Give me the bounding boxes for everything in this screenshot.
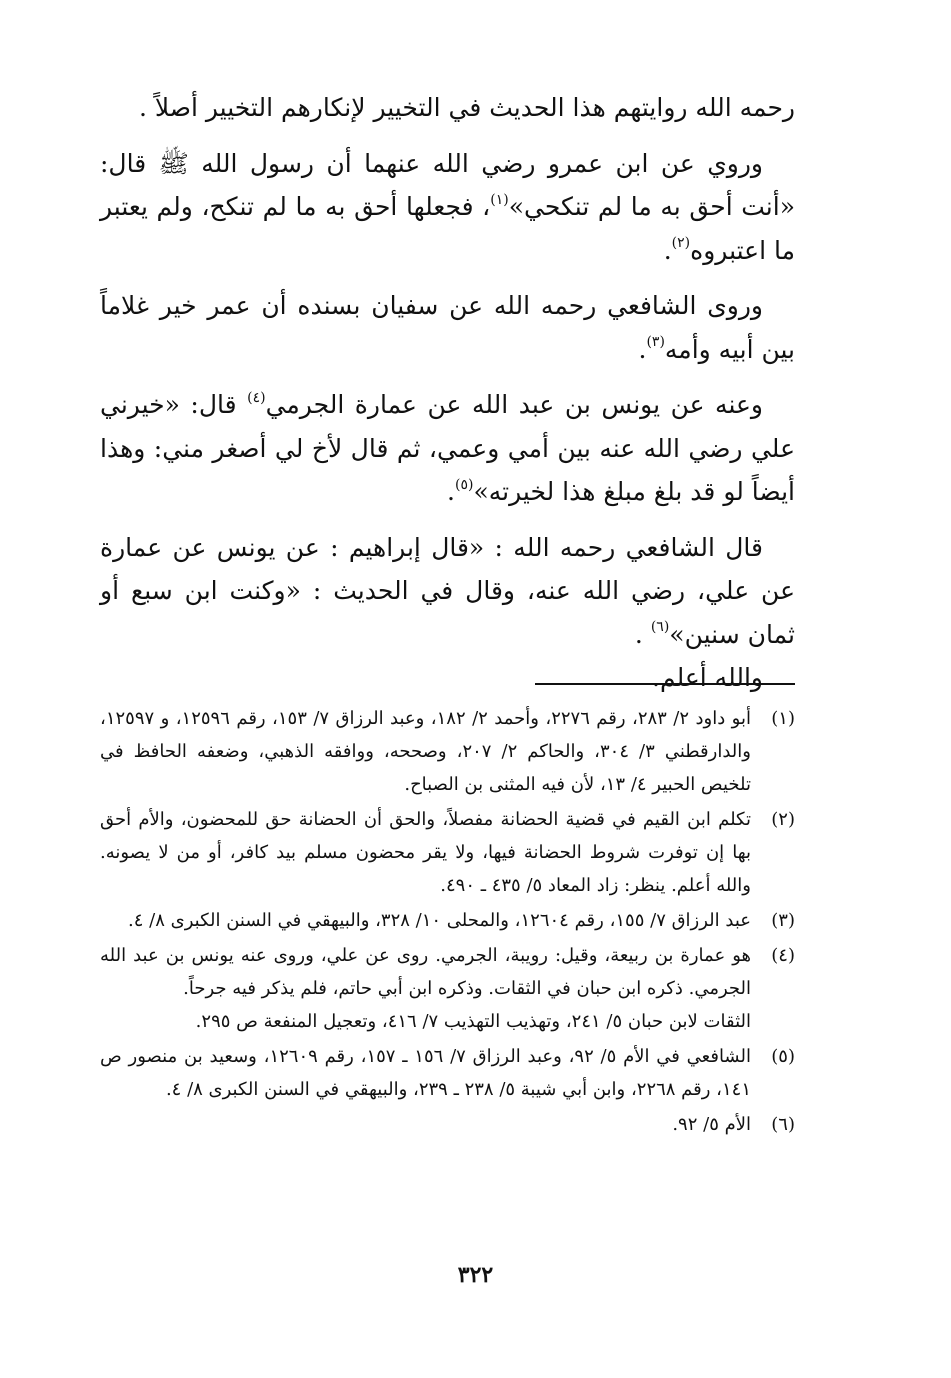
paragraph-3 — [100, 284, 795, 371]
paragraph-2 — [100, 142, 795, 273]
footnote-text — [100, 702, 751, 801]
footnote-1 — [100, 702, 795, 801]
footnote-ref-4: (٤) — [247, 389, 266, 406]
footnote-line: أبو داود ٢/ ٢٨٣، رقم ٢٢٧٦، وأحمد ٢/ ١٨٢، وعبد الرزاق ٧/ ١٥٣، رقم ١٢٥٩٦، و ١٢٥٩٧، والدارقطني ٣/ ٣٠٤، والحاكم ٢/ ٢٠٧، وصححه، ووافقه الذهبي، وضعفه الحافظ في تلخيص الحبير ٤/ ١٣، لأن فيه المثنى بن الصباح. — [100, 708, 751, 795]
footnote-6 — [100, 1108, 795, 1141]
footnote-line: عبد الرزاق ٧/ ١٥٥، رقم ١٢٦٠٤، والمحلى ١٠/ ٣٢٨، والبيهقي في السنن الكبرى ٨/ ٤. — [128, 910, 751, 931]
footnote-line: تكلم ابن القيم في قضية الحضانة مفصلاً، والحق أن الحضانة حق للمحضون، والأم أحق بها إن توفرت شروط الحضانة فيها، ولا يقر محضون مسلم بيد كافر، أو من لا يصونه. والله أعلم. ينظر: زاد المعاد ٥/ ٤٣٥ ـ ٤٩٠. — [100, 809, 751, 896]
paragraph-4-text: وعنه عن يونس بن عبد الله عن عمارة الجرمي — [265, 390, 763, 419]
footnote-4 — [100, 939, 795, 1038]
paragraph-4 — [100, 383, 795, 514]
paragraph-5-text: قال الشافعي رحمه الله : «قال إبراهيم : عن يونس عن عمارة عن علي، رضي الله عنه، وقال في الحديث : «وكنت ابن سبع أو ثمان سنين» — [100, 532, 795, 649]
footnote-ref-3: (٣) — [646, 334, 665, 351]
paragraph-4-cont: قال: «خيرني علي رضي الله عنه بين أمي وعمي، ثم قال لأخ لي أصغر مني: وهذا أيضاً لو قد بلغ مبلغ هذا لخيرته» — [100, 390, 795, 506]
paragraph-3-end: . — [638, 334, 647, 364]
footnote-text — [100, 1040, 751, 1106]
paragraph-2-cont: ، فجعلها أحق به ما لم تنكح، ولم يعتبر ما اعتبروه — [100, 192, 795, 265]
footnote-number: (٣) — [771, 910, 795, 931]
paragraph-2-end: . — [663, 235, 672, 265]
footnote-text — [100, 803, 751, 902]
page-number: ٣٢٢ — [457, 1262, 494, 1288]
paragraph-6 — [100, 656, 795, 700]
paragraph-2-text: وروي عن ابن عمرو رضي الله عنهما أن رسول الله ﷺ قال: «أنت أحق به ما لم تنكحي» — [100, 148, 796, 221]
footnote-text — [100, 939, 751, 1038]
footnote-line: هو عمارة بن ربيعة، وقيل: رويبة، الجرمي. روى عن علي، وروى عنه يونس بن عبد الله الجرمي. ذكره ابن حبان في الثقات. وذكره ابن أبي حاتم، فلم يذكر فيه جرحاً. — [100, 945, 751, 999]
footnote-ref-2: (٢) — [671, 235, 691, 252]
footnote-line: الأم ٥/ ٩٢. — [672, 1114, 751, 1135]
footnote-number: (٢) — [771, 809, 795, 830]
paragraph-1-text: رحمه الله روايتهم هذا الحديث في التخيير لإنكارهم التخيير أصلاً . — [138, 93, 795, 122]
footnote-number: (٤) — [771, 945, 795, 966]
footnote-ref-6: (٦) — [650, 619, 670, 636]
footnote-3 — [100, 904, 795, 937]
footnote-5 — [100, 1040, 795, 1106]
paragraph-1 — [100, 86, 795, 130]
main-text — [100, 86, 795, 700]
footnote-ref-1: (١) — [490, 191, 509, 208]
footnotes — [100, 702, 795, 1141]
paragraph-6-text: والله أعلم. — [652, 663, 763, 692]
footnote-2 — [100, 803, 795, 902]
paragraph-5 — [100, 526, 795, 657]
footnote-separator — [535, 683, 795, 685]
footnote-number: (٥) — [771, 1046, 795, 1067]
footnote-line: الثقات لابن حبان ٥/ ٢٤١، وتهذيب التهذيب ٧/ ٤١٦، وتعجيل المنفعة ص ٢٩٥. — [195, 1011, 751, 1032]
footnote-line: الشافعي في الأم ٥/ ٩٢، وعبد الرزاق ٧/ ١٥٦ ـ ١٥٧، رقم ١٢٦٠٩، وسعيد بن منصور ص ١٤١، رقم ٢٢٦٨، وابن أبي شيبة ٥/ ٢٣٨ ـ ٢٣٩، والبيهقي في السنن الكبرى ٨/ ٤. — [100, 1046, 751, 1100]
paragraph-4-end: . — [447, 477, 455, 506]
footnote-ref-5: (٥) — [454, 476, 474, 493]
footnote-text — [100, 904, 751, 937]
footnote-number: (١) — [771, 708, 795, 729]
footnote-text — [100, 1108, 751, 1141]
paragraph-5-end: . — [634, 619, 651, 649]
paragraph-3-text: وروى الشافعي رحمه الله عن سفيان بسنده أن عمر خير غلاماً بين أبيه وأمه — [100, 291, 795, 364]
footnote-number: (٦) — [771, 1114, 795, 1135]
